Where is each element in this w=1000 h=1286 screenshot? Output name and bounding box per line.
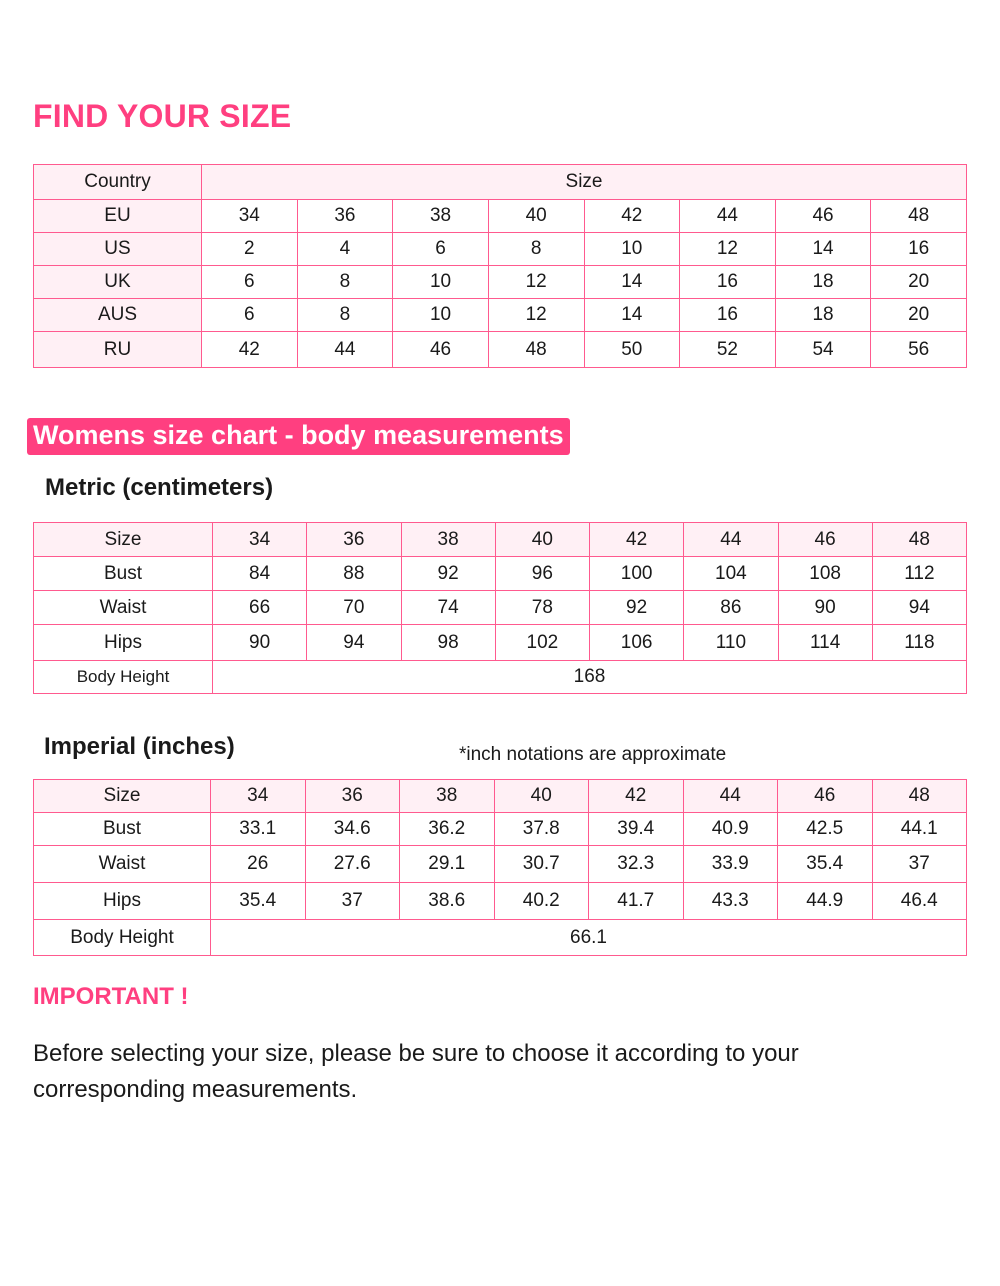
table-cell: 37 — [872, 846, 967, 883]
table-cell: 38 — [400, 780, 495, 813]
table-cell: 66 — [213, 591, 307, 625]
table-cell: 20 — [871, 266, 967, 299]
table-cell: 38 — [393, 200, 489, 233]
table-cell: 44 — [297, 332, 393, 368]
header-country: Country — [34, 165, 202, 200]
table-cell: 6 — [202, 299, 298, 332]
table-cell: 42 — [584, 200, 680, 233]
table-cell: 41.7 — [589, 883, 684, 920]
table-cell: 14 — [584, 299, 680, 332]
table-cell: 40 — [488, 200, 584, 233]
table-cell: 40 — [495, 523, 589, 557]
table-cell: 48 — [872, 780, 967, 813]
table-cell: 112 — [872, 557, 966, 591]
table-cell: 110 — [684, 625, 778, 661]
body-height-row — [34, 661, 967, 694]
table-cell: 42.5 — [778, 813, 873, 846]
metric-heading: Metric (centimeters) — [45, 474, 274, 501]
table-cell: 56 — [871, 332, 967, 368]
table-cell: 26 — [211, 846, 306, 883]
row-label: US — [34, 233, 202, 266]
table-row — [34, 591, 967, 625]
table-row — [34, 846, 967, 883]
table-cell: 94 — [307, 625, 401, 661]
table-cell: 84 — [213, 557, 307, 591]
table-cell: 118 — [872, 625, 966, 661]
table-cell: 106 — [590, 625, 684, 661]
table-cell: 44.1 — [872, 813, 967, 846]
table-cell: 50 — [584, 332, 680, 368]
row-label: Hips — [34, 883, 211, 920]
table-cell: 114 — [778, 625, 872, 661]
table-row — [34, 780, 967, 813]
table-cell: 4 — [297, 233, 393, 266]
important-heading: IMPORTANT ! — [33, 983, 189, 1010]
table-cell: 27.6 — [305, 846, 400, 883]
table-row — [34, 332, 967, 368]
row-label: Hips — [34, 625, 213, 661]
table-cell: 20 — [871, 299, 967, 332]
table-cell: 16 — [680, 266, 776, 299]
row-label: EU — [34, 200, 202, 233]
table-row — [34, 557, 967, 591]
body-height-label: Body Height — [34, 661, 213, 694]
table-cell: 44.9 — [778, 883, 873, 920]
table-cell: 35.4 — [211, 883, 306, 920]
table-cell: 78 — [495, 591, 589, 625]
table-row — [34, 625, 967, 661]
table-cell: 32.3 — [589, 846, 684, 883]
row-label: AUS — [34, 299, 202, 332]
table-cell: 33.1 — [211, 813, 306, 846]
table-cell: 74 — [401, 591, 495, 625]
table-cell: 29.1 — [400, 846, 495, 883]
table-cell: 18 — [775, 299, 871, 332]
table-cell: 40.9 — [683, 813, 778, 846]
row-label: Size — [34, 780, 211, 813]
table-cell: 10 — [393, 299, 489, 332]
row-label: RU — [34, 332, 202, 368]
table-cell: 44 — [684, 523, 778, 557]
table-cell: 98 — [401, 625, 495, 661]
table-cell: 34 — [211, 780, 306, 813]
table-cell: 46 — [778, 780, 873, 813]
table-cell: 10 — [393, 266, 489, 299]
table-cell: 14 — [775, 233, 871, 266]
table-cell: 36 — [307, 523, 401, 557]
table-cell: 35.4 — [778, 846, 873, 883]
table-cell: 42 — [590, 523, 684, 557]
table-cell: 92 — [401, 557, 495, 591]
table-cell: 44 — [680, 200, 776, 233]
table-row — [34, 233, 967, 266]
table-cell: 38 — [401, 523, 495, 557]
table-cell: 10 — [584, 233, 680, 266]
imperial-heading: Imperial (inches) — [44, 733, 235, 760]
table-cell: 104 — [684, 557, 778, 591]
table-cell: 54 — [775, 332, 871, 368]
body-height-row — [34, 920, 967, 956]
table-cell: 46.4 — [872, 883, 967, 920]
table-cell: 14 — [584, 266, 680, 299]
table-cell: 48 — [488, 332, 584, 368]
approximation-note: *inch notations are approximate — [459, 744, 727, 765]
body-height-label: Body Height — [34, 920, 211, 956]
table-row — [34, 266, 967, 299]
metric-measurements-table — [33, 522, 967, 694]
table-cell: 46 — [775, 200, 871, 233]
table-cell: 8 — [297, 266, 393, 299]
table-cell: 48 — [872, 523, 966, 557]
table-cell: 37 — [305, 883, 400, 920]
table-cell: 12 — [680, 233, 776, 266]
table-cell: 90 — [213, 625, 307, 661]
body-height-value: 66.1 — [211, 920, 967, 956]
table-cell: 52 — [680, 332, 776, 368]
table-cell: 18 — [775, 266, 871, 299]
table-cell: 43.3 — [683, 883, 778, 920]
row-label: Size — [34, 523, 213, 557]
table-cell: 92 — [590, 591, 684, 625]
table-cell: 94 — [872, 591, 966, 625]
table-cell: 36 — [305, 780, 400, 813]
table-cell: 70 — [307, 591, 401, 625]
table-cell: 48 — [871, 200, 967, 233]
table-cell: 16 — [680, 299, 776, 332]
table-cell: 12 — [488, 299, 584, 332]
row-label: Bust — [34, 813, 211, 846]
table-cell: 37.8 — [494, 813, 589, 846]
table-cell: 34 — [202, 200, 298, 233]
table-cell: 86 — [684, 591, 778, 625]
row-label: Bust — [34, 557, 213, 591]
table-cell: 96 — [495, 557, 589, 591]
row-label: Waist — [34, 846, 211, 883]
table-cell: 88 — [307, 557, 401, 591]
table-cell: 34 — [213, 523, 307, 557]
imperial-measurements-table — [33, 779, 967, 956]
page-title: FIND YOUR SIZE — [33, 98, 292, 134]
row-label: Waist — [34, 591, 213, 625]
table-header-row — [34, 165, 967, 200]
table-row — [34, 200, 967, 233]
table-cell: 36.2 — [400, 813, 495, 846]
table-cell: 40.2 — [494, 883, 589, 920]
table-cell: 30.7 — [494, 846, 589, 883]
table-row — [34, 523, 967, 557]
table-cell: 2 — [202, 233, 298, 266]
table-cell: 33.9 — [683, 846, 778, 883]
table-cell: 46 — [393, 332, 489, 368]
table-cell: 36 — [297, 200, 393, 233]
table-cell: 102 — [495, 625, 589, 661]
section-banner: Womens size chart - body measurements — [27, 418, 570, 455]
header-size: Size — [202, 165, 967, 200]
table-cell: 6 — [393, 233, 489, 266]
table-cell: 46 — [778, 523, 872, 557]
table-cell: 42 — [589, 780, 684, 813]
table-cell: 90 — [778, 591, 872, 625]
important-text: Before selecting your size, please be sure to choose it according to your corresponding measurements. — [33, 1040, 799, 1103]
table-cell: 12 — [488, 266, 584, 299]
table-cell: 34.6 — [305, 813, 400, 846]
table-cell: 16 — [871, 233, 967, 266]
country-size-table — [33, 164, 967, 368]
table-cell: 108 — [778, 557, 872, 591]
table-cell: 8 — [488, 233, 584, 266]
table-cell: 40 — [494, 780, 589, 813]
table-cell: 8 — [297, 299, 393, 332]
table-row — [34, 883, 967, 920]
table-cell: 42 — [202, 332, 298, 368]
table-cell: 44 — [683, 780, 778, 813]
row-label: UK — [34, 266, 202, 299]
table-cell: 38.6 — [400, 883, 495, 920]
table-cell: 100 — [590, 557, 684, 591]
table-row — [34, 299, 967, 332]
table-cell: 6 — [202, 266, 298, 299]
table-row — [34, 813, 967, 846]
table-cell: 39.4 — [589, 813, 684, 846]
body-height-value: 168 — [213, 661, 967, 694]
